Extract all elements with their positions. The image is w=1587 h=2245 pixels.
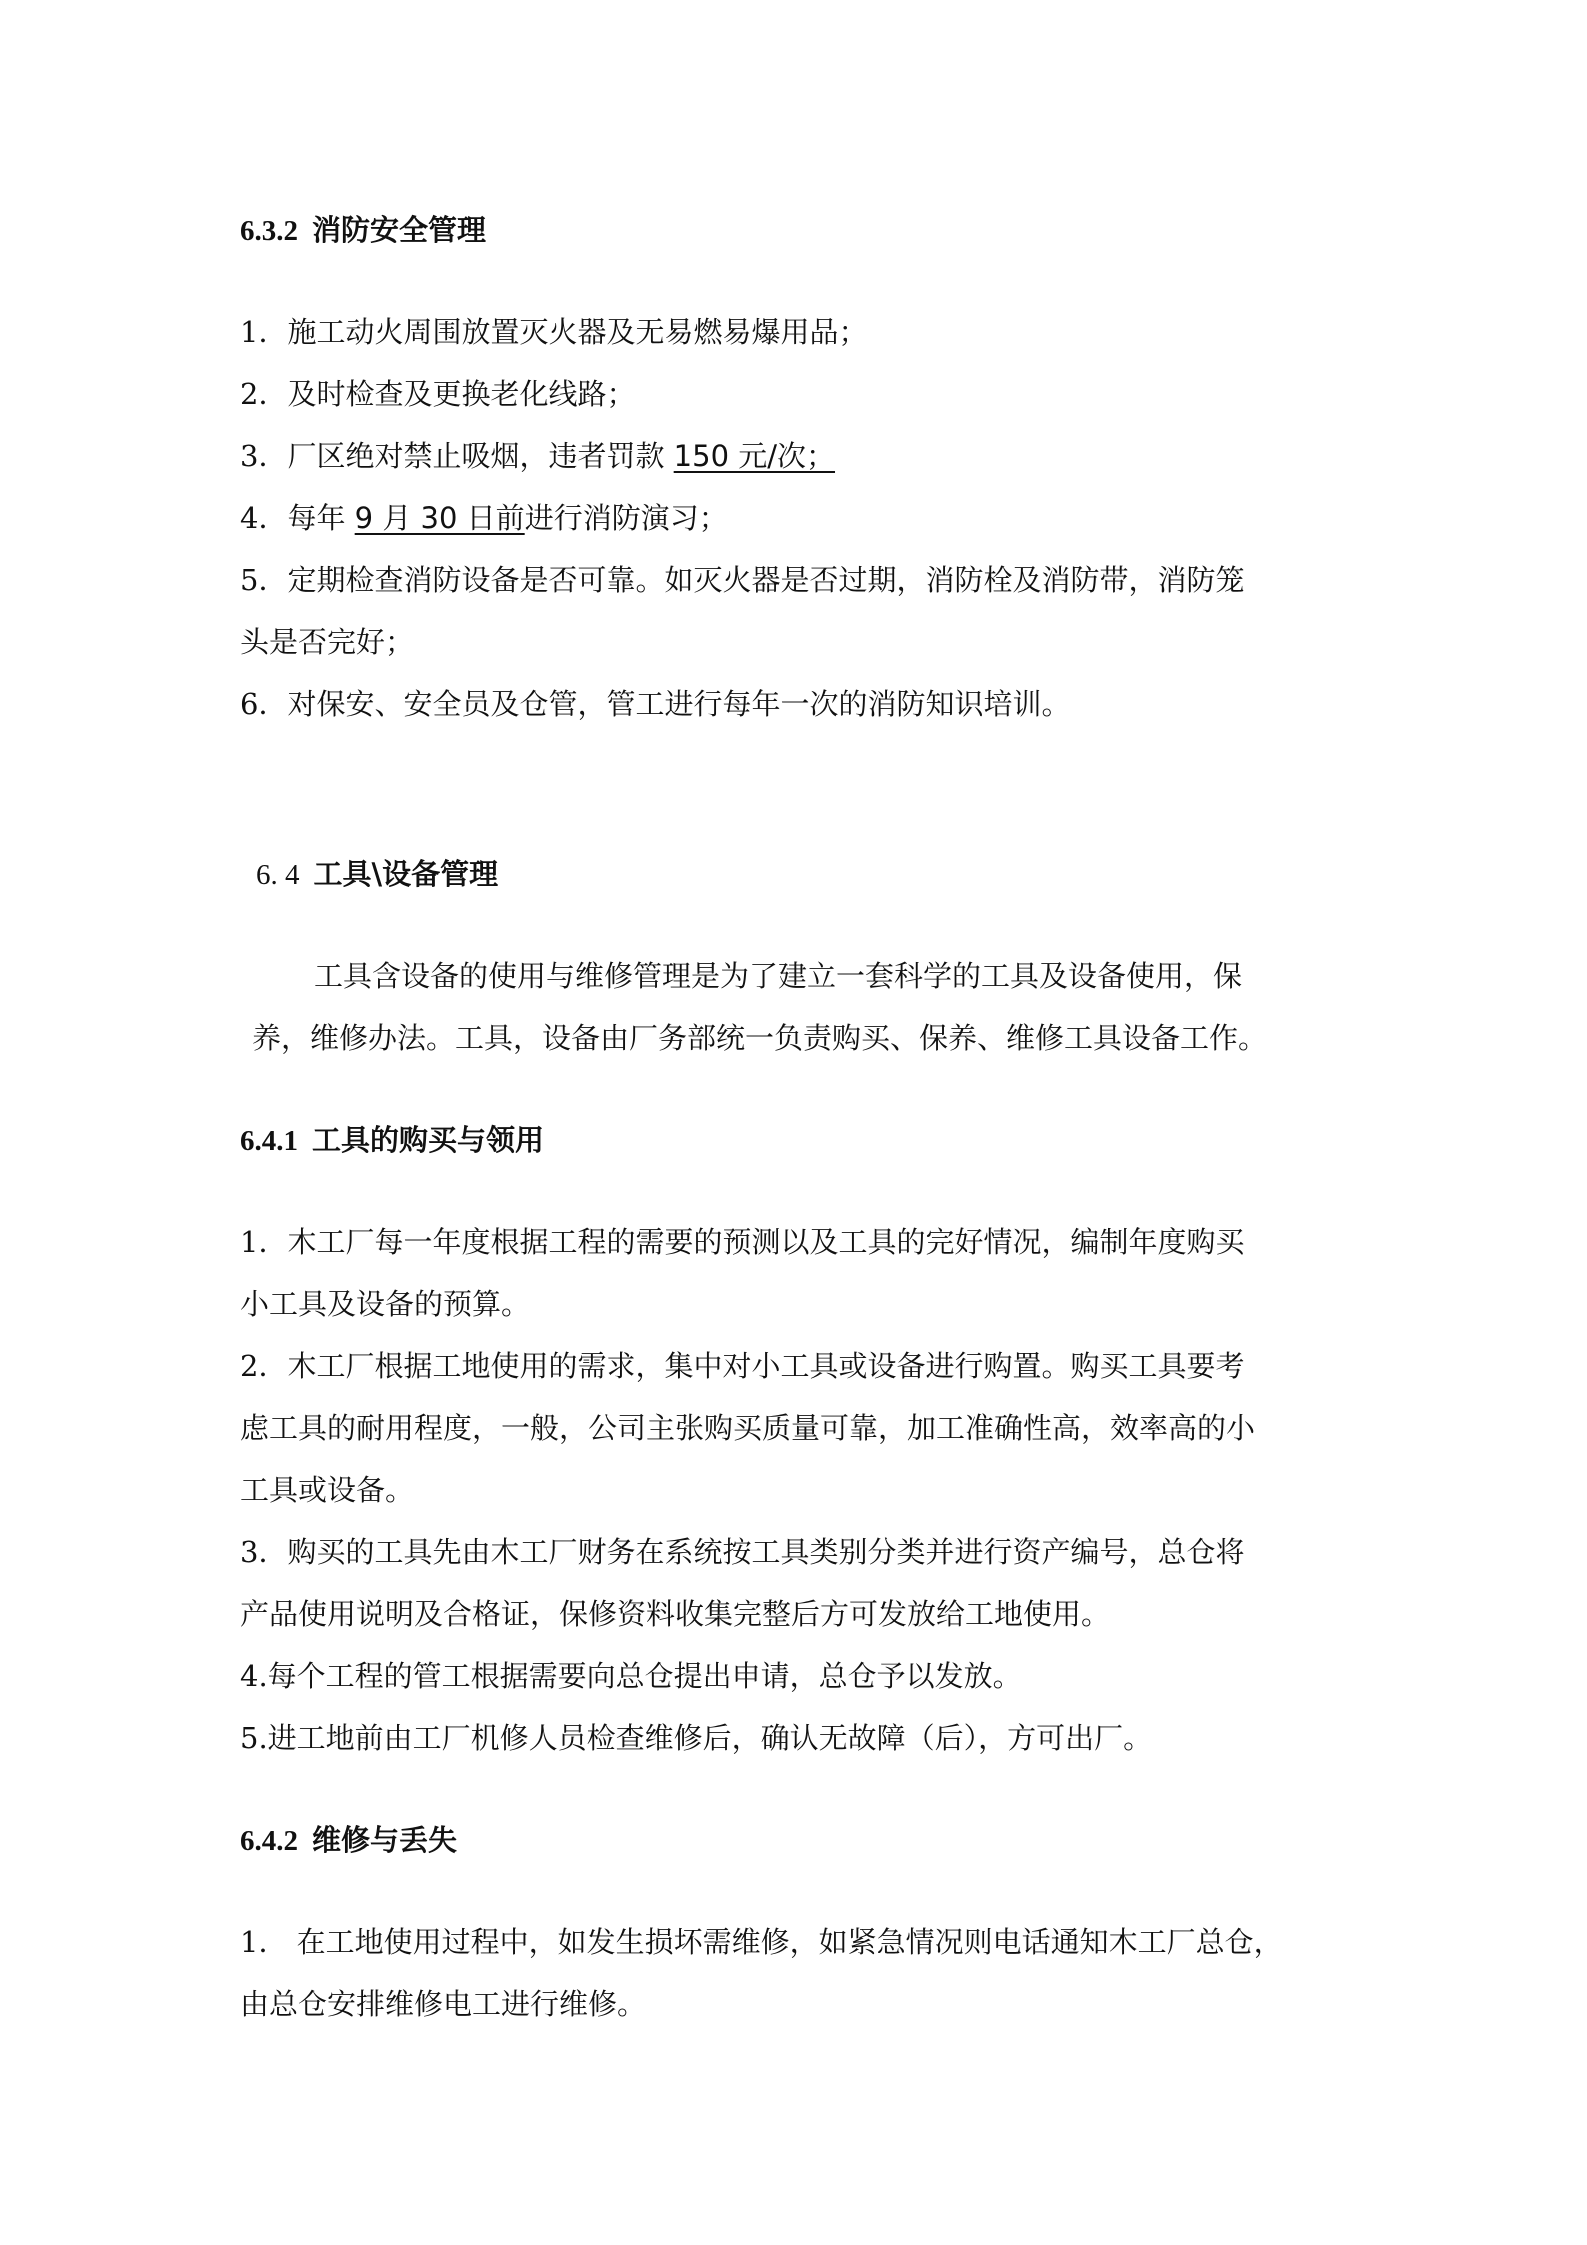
list-item-continuation: 产品使用说明及合格证，保修资料收集完整后方可发放给工地使用。 [240,1597,1111,1631]
list-item-continuation: 虑工具的耐用程度，一般，公司主张购买质量可靠，加工准确性高，效率高的小 [240,1411,1256,1445]
drill-text-pre: 4．每年 [240,501,355,535]
list-item: 1． 在工地使用过程中，如发生损坏需维修，如紧急情况则电话通知木工厂总仓， [240,1925,1283,1959]
list-item: 1．木工厂每一年度根据工程的需要的预测以及工具的完好情况，编制年度购买 [240,1225,1245,1259]
fine-text: 3．厂区绝对禁止吸烟，违者罚款 [240,439,674,473]
section-heading-6-3-2 [240,210,486,251]
list-item-drill [240,498,728,538]
list-item-continuation: 由总仓安排维修电工进行维修。 [240,1987,647,2021]
section-title: 工具\设备管理 [313,857,499,891]
fine-amount: 150 元/次； [673,439,836,473]
list-item: 6．对保安、安全员及仓管，管工进行每年一次的消防知识培训。 [240,687,1071,721]
section-number: 6.4.1 [240,1125,298,1157]
list-item: 1．施工动火周围放置灭火器及无易燃易爆用品； [240,315,868,349]
list-item-fine [240,436,835,476]
section-heading-6-4-2 [240,1820,457,1861]
list-item-continuation: 工具或设备。 [240,1473,415,1507]
section-title: 消防安全管理 [312,213,487,247]
section-heading-6-4 [256,854,498,895]
drill-text-post: 进行消防演习； [524,501,728,535]
section-heading-6-4-1 [240,1120,544,1161]
list-item: 4.每个工程的管工根据需要向总仓提出申请，总仓予以发放。 [240,1659,1022,1693]
drill-date: 9 月 30 日前 [354,501,525,535]
section-title: 工具的购买与领用 [312,1123,545,1157]
section-number: 6. 4 [256,859,300,891]
list-item-continuation: 小工具及设备的预算。 [240,1287,531,1321]
list-item: 2．及时检查及更换老化线路； [240,377,636,411]
list-item: 2．木工厂根据工地使用的需求，集中对小工具或设备进行购置。购买工具要考 [240,1349,1245,1383]
list-item: 5．定期检查消防设备是否可靠。如灭火器是否过期，消防栓及消防带，消防笼 [240,563,1245,597]
list-item: 3．购买的工具先由木工厂财务在系统按工具类别分类并进行资产编号，总仓将 [240,1535,1245,1569]
paragraph-line: 工具含设备的使用与维修管理是为了建立一套科学的工具及设备使用，保 [314,959,1243,993]
list-item-continuation: 头是否完好； [240,625,415,659]
list-item: 5.进工地前由工厂机修人员检查维修后，确认无故障（后），方可出厂。 [240,1721,1153,1755]
section-title: 维修与丢失 [312,1823,458,1857]
section-number: 6.4.2 [240,1825,298,1857]
paragraph-line: 养，维修办法。工具，设备由厂务部统一负责购买、保养、维修工具设备工作。 [252,1021,1268,1055]
section-number: 6.3.2 [240,215,298,247]
